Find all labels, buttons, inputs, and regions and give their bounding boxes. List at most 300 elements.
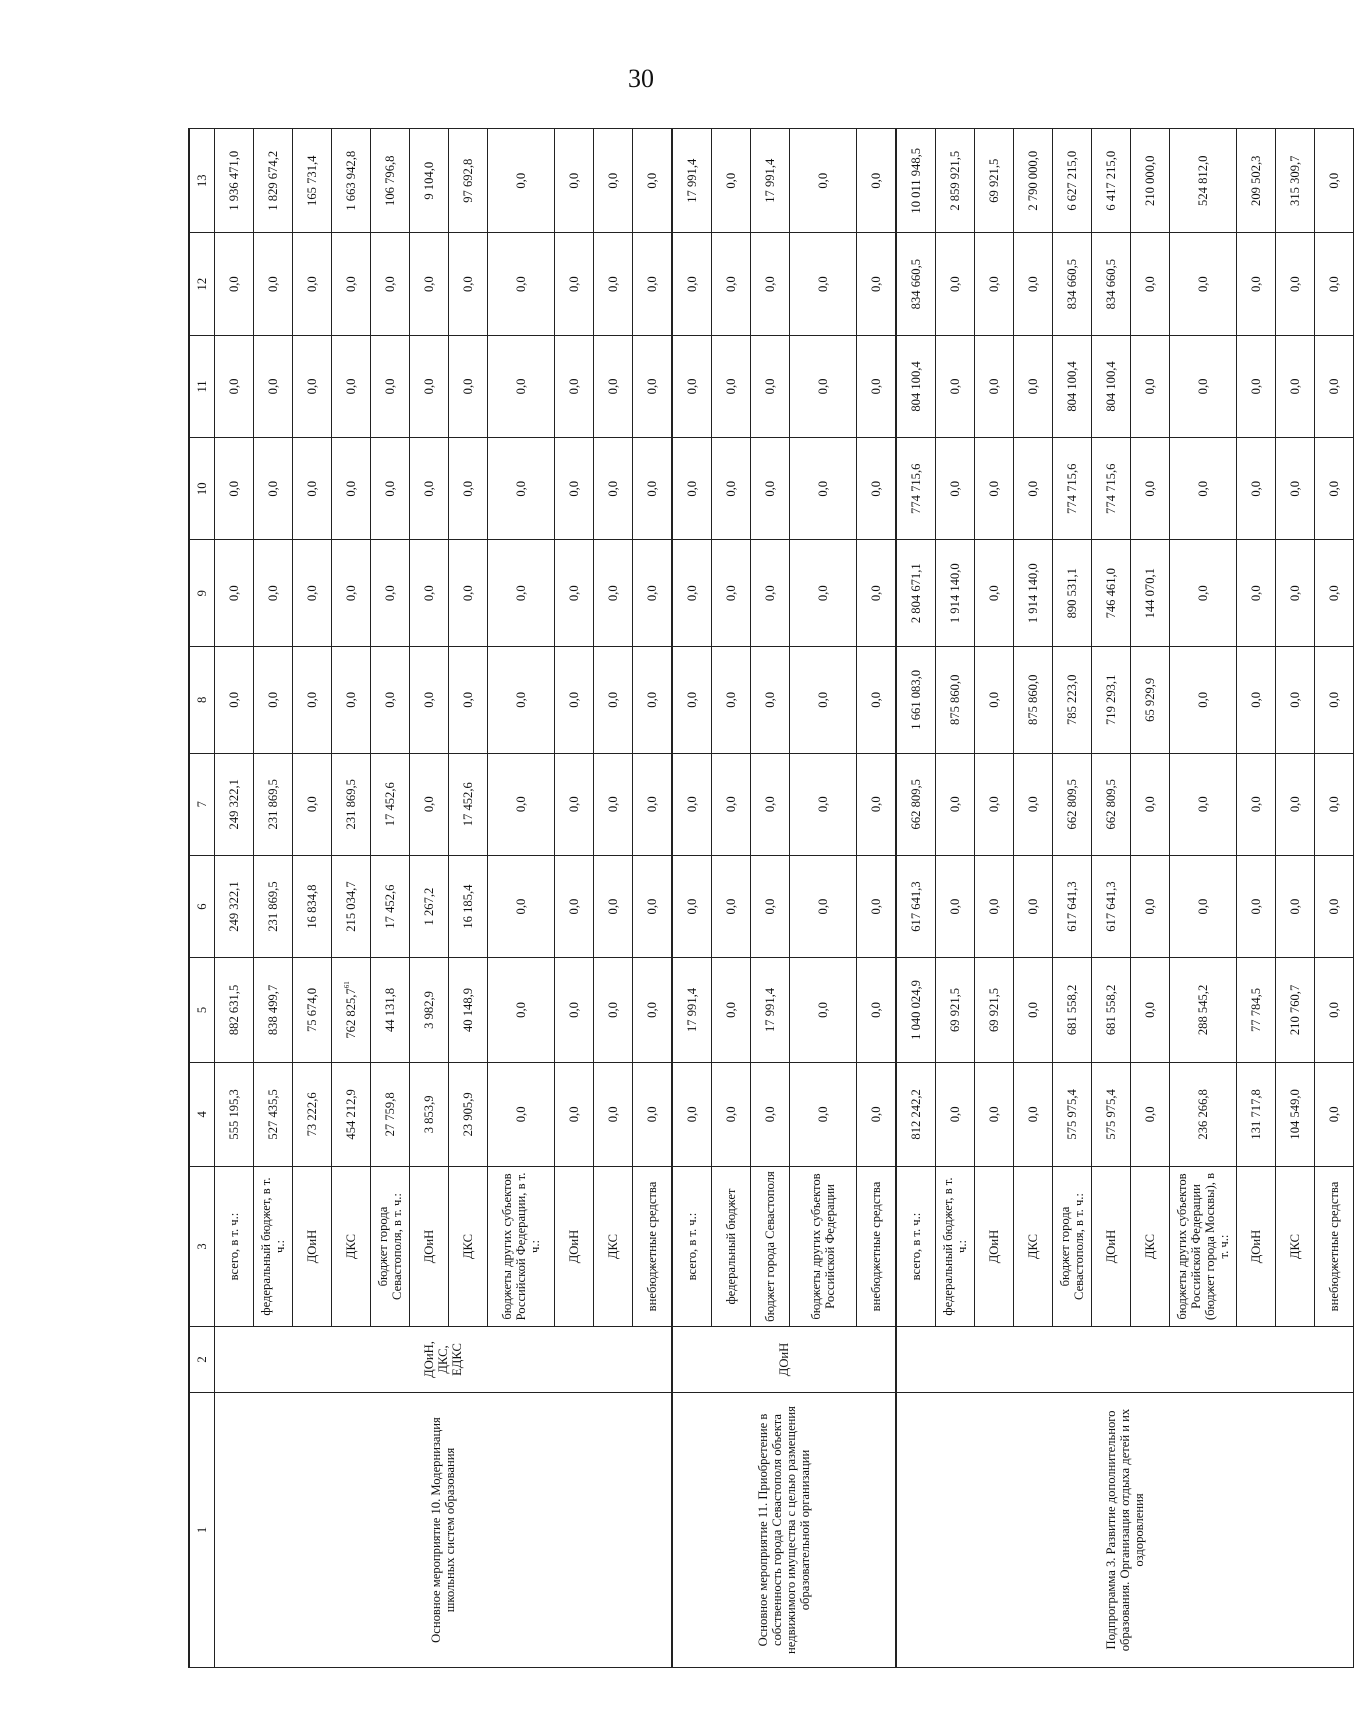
value-cell xyxy=(1131,335,1170,437)
rotated-page-content xyxy=(188,128,1341,1668)
value-text: 209 502,3 xyxy=(1248,155,1263,206)
value-cell xyxy=(410,647,449,754)
value-text: 40 148,9 xyxy=(460,987,475,1032)
value-cell xyxy=(215,958,254,1062)
value-text: 106 796,8 xyxy=(382,155,397,206)
value-text: 0,0 xyxy=(421,480,436,497)
value-cell xyxy=(1053,855,1092,957)
value-text: 0,0 xyxy=(947,898,962,915)
value-cell xyxy=(1014,753,1053,855)
value-text: 0,0 xyxy=(723,276,738,293)
value-cell xyxy=(371,753,410,855)
value-cell xyxy=(751,753,790,855)
value-cell xyxy=(254,540,293,647)
value-text: 165 731,4 xyxy=(304,155,319,206)
value-text: 0,0 xyxy=(513,1106,528,1123)
value-cell xyxy=(449,855,488,957)
value-text: 0,0 xyxy=(815,796,830,813)
value-cell xyxy=(215,129,254,234)
value-cell xyxy=(633,1062,673,1166)
value-cell xyxy=(488,335,555,437)
value-text: 9 104,0 xyxy=(421,161,436,200)
value-text: 249 322,1 xyxy=(226,779,241,830)
value-cell xyxy=(1092,958,1131,1062)
value-text: 0,0 xyxy=(986,691,1001,708)
value-cell xyxy=(1315,540,1354,647)
value-text: 0,0 xyxy=(815,276,830,293)
value-cell xyxy=(1276,958,1315,1062)
value-text: 0,0 xyxy=(762,378,777,395)
value-text: 0,0 xyxy=(421,378,436,395)
value-cell xyxy=(254,753,293,855)
table-row xyxy=(896,129,936,1668)
value-cell xyxy=(332,1062,371,1166)
value-cell xyxy=(332,233,371,335)
value-cell xyxy=(1237,647,1276,754)
value-text: 0,0 xyxy=(723,480,738,497)
value-text: 0,0 xyxy=(1326,480,1341,497)
value-text: 0,0 xyxy=(566,1106,581,1123)
value-cell xyxy=(672,958,712,1062)
value-text: 0,0 xyxy=(566,276,581,293)
value-text: 0,0 xyxy=(1326,378,1341,395)
value-cell xyxy=(857,540,897,647)
value-text: 0,0 xyxy=(1248,691,1263,708)
value-cell xyxy=(975,855,1014,957)
value-text: 0,0 xyxy=(605,796,620,813)
value-text: 0,0 xyxy=(226,480,241,497)
section-executor: ДОиН, ДКС, ЕДКС xyxy=(215,1326,673,1392)
value-cell xyxy=(594,647,633,754)
value-text: 0,0 xyxy=(644,276,659,293)
value-text: 0,0 xyxy=(1142,898,1157,915)
value-text: 0,0 xyxy=(684,480,699,497)
value-text: 0,0 xyxy=(723,378,738,395)
value-cell xyxy=(449,233,488,335)
value-text: 0,0 xyxy=(1326,1002,1341,1018)
value-text: 0,0 xyxy=(1025,1002,1040,1018)
table-row xyxy=(672,129,712,1668)
value-text: 0,0 xyxy=(1025,898,1040,915)
value-text: 0,0 xyxy=(1195,796,1210,813)
value-text: 0,0 xyxy=(868,480,883,497)
value-cell xyxy=(1092,1062,1131,1166)
value-text: 0,0 xyxy=(815,898,830,915)
value-cell xyxy=(975,335,1014,437)
value-text: 662 809,5 xyxy=(1064,779,1079,830)
value-cell xyxy=(488,753,555,855)
footnote-mark: 61 xyxy=(342,981,351,989)
value-text: 104 549,0 xyxy=(1287,1089,1302,1140)
value-cell xyxy=(712,129,751,234)
value-text: 0,0 xyxy=(815,691,830,708)
value-text: 0,0 xyxy=(460,480,475,497)
value-text: 0,0 xyxy=(815,480,830,497)
funding-source-label: федеральный бюджет, в т. ч.: xyxy=(936,1167,975,1327)
value-text: 617 641,3 xyxy=(908,881,923,932)
value-cell xyxy=(975,647,1014,754)
value-text: 0,0 xyxy=(1025,276,1040,293)
value-text: 0,0 xyxy=(868,585,883,602)
value-cell xyxy=(215,540,254,647)
value-text: 0,0 xyxy=(723,1002,738,1018)
value-text: 0,0 xyxy=(1142,378,1157,395)
value-text: 0,0 xyxy=(460,691,475,708)
value-cell xyxy=(936,438,975,540)
value-cell xyxy=(790,1062,857,1166)
value-text: 0,0 xyxy=(226,276,241,293)
value-cell xyxy=(975,233,1014,335)
value-text: 575 975,4 xyxy=(1103,1089,1118,1140)
value-text: 210 000,0 xyxy=(1142,155,1157,206)
value-text: 555 195,3 xyxy=(226,1089,241,1140)
value-text: 0,0 xyxy=(684,898,699,915)
value-cell xyxy=(594,233,633,335)
value-text: 236 266,8 xyxy=(1195,1089,1210,1140)
value-cell xyxy=(555,129,594,234)
value-cell xyxy=(633,540,673,647)
value-text: 0,0 xyxy=(226,691,241,708)
funding-source-label: ДКС xyxy=(1276,1167,1315,1327)
value-text: 17 452,6 xyxy=(382,884,397,929)
value-text: 0,0 xyxy=(605,378,620,395)
value-cell xyxy=(1315,647,1354,754)
value-cell xyxy=(449,753,488,855)
value-cell xyxy=(1092,233,1131,335)
value-cell xyxy=(633,129,673,234)
value-text: 0,0 xyxy=(868,1106,883,1123)
value-cell xyxy=(293,958,332,1062)
value-text: 0,0 xyxy=(513,378,528,395)
column-header: 2 xyxy=(189,1326,215,1392)
value-text: 0,0 xyxy=(868,1002,883,1018)
column-header: 1 xyxy=(189,1393,215,1668)
value-text: 0,0 xyxy=(644,1106,659,1123)
value-cell xyxy=(371,129,410,234)
value-cell xyxy=(332,540,371,647)
value-text: 0,0 xyxy=(868,898,883,915)
value-cell xyxy=(1131,958,1170,1062)
value-text: 662 809,5 xyxy=(908,779,923,830)
value-cell xyxy=(488,647,555,754)
value-text: 0,0 xyxy=(762,1106,777,1123)
value-text: 0,0 xyxy=(1025,480,1040,497)
value-text: 0,0 xyxy=(1287,585,1302,602)
value-text: 97 692,8 xyxy=(460,158,475,203)
value-cell xyxy=(254,855,293,957)
value-text: 0,0 xyxy=(947,378,962,395)
value-cell xyxy=(751,335,790,437)
value-text: 231 869,5 xyxy=(265,779,280,830)
value-text: 617 641,3 xyxy=(1064,881,1079,932)
value-text: 0,0 xyxy=(986,480,1001,497)
value-cell xyxy=(1053,540,1092,647)
value-text: 0,0 xyxy=(868,378,883,395)
value-cell xyxy=(751,233,790,335)
value-cell xyxy=(594,335,633,437)
value-text: 1 267,2 xyxy=(421,887,436,926)
value-text: 0,0 xyxy=(1195,898,1210,915)
value-text: 0,0 xyxy=(1326,585,1341,602)
value-cell xyxy=(936,233,975,335)
value-text: 69 921,5 xyxy=(947,987,962,1032)
value-cell xyxy=(254,233,293,335)
value-text: 1 914 140,0 xyxy=(947,563,962,624)
value-cell xyxy=(712,753,751,855)
value-text: 0,0 xyxy=(382,378,397,395)
value-cell xyxy=(751,958,790,1062)
value-cell xyxy=(1053,233,1092,335)
funding-source-label: федеральный бюджет, в т. ч.: xyxy=(254,1167,293,1327)
value-text: 0,0 xyxy=(304,796,319,813)
value-cell xyxy=(293,855,332,957)
value-cell xyxy=(371,855,410,957)
value-cell xyxy=(1170,647,1237,754)
value-cell xyxy=(1131,540,1170,647)
value-cell xyxy=(857,1062,897,1166)
value-cell xyxy=(293,233,332,335)
value-cell xyxy=(594,855,633,957)
value-text: 812 242,2 xyxy=(908,1089,923,1140)
value-cell xyxy=(1131,753,1170,855)
value-cell xyxy=(896,753,936,855)
value-text: 0,0 xyxy=(605,1002,620,1018)
value-text: 1 040 024,9 xyxy=(908,980,923,1040)
value-cell xyxy=(712,1062,751,1166)
value-cell xyxy=(633,855,673,957)
funding-source-label: ДОиН xyxy=(410,1167,449,1327)
value-text: 1 661 083,0 xyxy=(908,669,923,730)
value-text: 0,0 xyxy=(723,691,738,708)
value-cell xyxy=(1237,438,1276,540)
value-cell xyxy=(1014,438,1053,540)
value-text: 0,0 xyxy=(1287,276,1302,293)
value-text: 0,0 xyxy=(1248,276,1263,293)
value-cell xyxy=(332,753,371,855)
value-cell xyxy=(488,1062,555,1166)
value-text: 0,0 xyxy=(986,378,1001,395)
value-cell xyxy=(215,753,254,855)
value-cell xyxy=(790,855,857,957)
value-cell xyxy=(555,753,594,855)
value-text: 0,0 xyxy=(815,1106,830,1123)
value-text: 0,0 xyxy=(684,378,699,395)
funding-source-label: ДКС xyxy=(594,1167,633,1327)
value-cell xyxy=(1170,335,1237,437)
value-cell xyxy=(857,233,897,335)
value-cell xyxy=(975,438,1014,540)
value-cell xyxy=(1237,335,1276,437)
value-cell xyxy=(1276,855,1315,957)
value-text: 804 100,4 xyxy=(1064,361,1079,412)
value-text: 17 452,6 xyxy=(460,782,475,827)
value-text: 0,0 xyxy=(868,796,883,813)
value-cell xyxy=(449,438,488,540)
column-header: 7 xyxy=(189,753,215,855)
value-text: 0,0 xyxy=(644,1002,659,1018)
value-text: 0,0 xyxy=(605,480,620,497)
value-cell xyxy=(936,855,975,957)
column-header: 4 xyxy=(189,1062,215,1166)
value-cell xyxy=(332,129,371,234)
value-cell xyxy=(751,647,790,754)
value-cell xyxy=(1276,1062,1315,1166)
funding-source-label: ДКС xyxy=(1014,1167,1053,1327)
value-text: 0,0 xyxy=(1142,1002,1157,1018)
value-cell xyxy=(449,540,488,647)
value-text: 0,0 xyxy=(1195,480,1210,497)
column-number-row xyxy=(189,129,215,1668)
value-text: 774 715,6 xyxy=(1064,463,1079,514)
value-cell xyxy=(975,540,1014,647)
value-text: 0,0 xyxy=(605,898,620,915)
value-text: 0,0 xyxy=(513,172,528,189)
value-text: 73 222,6 xyxy=(304,1092,319,1137)
column-header: 6 xyxy=(189,855,215,957)
value-text: 0,0 xyxy=(513,898,528,915)
value-text: 0,0 xyxy=(304,276,319,293)
value-cell xyxy=(712,335,751,437)
value-cell xyxy=(293,647,332,754)
value-cell xyxy=(790,753,857,855)
section-name: Основное мероприятие 10. Модернизация школьных систем образования xyxy=(215,1393,673,1668)
value-text: 0,0 xyxy=(1195,585,1210,602)
value-text: 1 663 942,8 xyxy=(343,150,358,211)
value-text: 0,0 xyxy=(605,1106,620,1123)
value-text: 804 100,4 xyxy=(1103,361,1118,412)
value-text: 0,0 xyxy=(1248,480,1263,497)
value-text: 0,0 xyxy=(382,480,397,497)
value-cell xyxy=(672,540,712,647)
value-cell xyxy=(857,958,897,1062)
value-cell xyxy=(488,438,555,540)
value-text: 231 869,5 xyxy=(343,779,358,830)
value-text: 0,0 xyxy=(265,691,280,708)
value-text: 0,0 xyxy=(460,585,475,602)
funding-source-label: ДКС xyxy=(1131,1167,1170,1327)
value-cell xyxy=(1092,753,1131,855)
value-cell xyxy=(410,438,449,540)
value-text: 0,0 xyxy=(566,378,581,395)
value-text: 144 070,1 xyxy=(1142,568,1157,619)
value-cell xyxy=(293,335,332,437)
value-text: 0,0 xyxy=(421,276,436,293)
value-cell xyxy=(555,647,594,754)
value-cell xyxy=(254,438,293,540)
value-cell xyxy=(293,438,332,540)
value-text: 17 991,4 xyxy=(684,158,699,203)
value-text: 0,0 xyxy=(1326,691,1341,708)
value-text: 0,0 xyxy=(605,585,620,602)
value-cell xyxy=(1014,958,1053,1062)
value-cell xyxy=(857,129,897,234)
value-text: 10 011 948,5 xyxy=(908,147,923,214)
value-text: 0,0 xyxy=(684,1106,699,1123)
value-cell xyxy=(672,233,712,335)
value-text: 774 715,6 xyxy=(908,463,923,514)
section-executor: ДОиН xyxy=(672,1326,896,1392)
value-text: 75 674,0 xyxy=(304,987,319,1032)
value-cell xyxy=(371,233,410,335)
value-cell xyxy=(896,335,936,437)
funding-source-label: всего, в т. ч.: xyxy=(896,1167,936,1327)
value-cell xyxy=(1276,335,1315,437)
value-cell xyxy=(1315,438,1354,540)
value-cell xyxy=(293,540,332,647)
value-cell xyxy=(555,958,594,1062)
value-text: 662 809,5 xyxy=(1103,779,1118,830)
value-cell xyxy=(215,1062,254,1166)
value-text: 0,0 xyxy=(566,1002,581,1018)
value-cell xyxy=(712,958,751,1062)
value-text: 0,0 xyxy=(644,378,659,395)
value-cell xyxy=(1131,1062,1170,1166)
value-cell xyxy=(936,958,975,1062)
value-text: 0,0 xyxy=(1142,796,1157,813)
value-cell xyxy=(1131,438,1170,540)
value-cell xyxy=(1315,855,1354,957)
value-cell xyxy=(1014,129,1053,234)
value-text: 804 100,4 xyxy=(908,361,923,412)
value-cell xyxy=(332,855,371,957)
value-cell xyxy=(410,958,449,1062)
value-cell xyxy=(751,540,790,647)
value-cell xyxy=(594,753,633,855)
value-text: 0,0 xyxy=(684,796,699,813)
value-cell xyxy=(1092,438,1131,540)
value-text: 231 869,5 xyxy=(265,881,280,932)
value-cell xyxy=(672,647,712,754)
value-cell xyxy=(555,540,594,647)
value-text: 0,0 xyxy=(343,691,358,708)
value-text: 1 936 471,0 xyxy=(226,150,241,211)
value-cell xyxy=(488,233,555,335)
value-cell xyxy=(1053,129,1092,234)
value-cell xyxy=(1237,855,1276,957)
value-cell xyxy=(1014,335,1053,437)
column-header: 8 xyxy=(189,647,215,754)
value-text: 16 185,4 xyxy=(460,884,475,929)
value-cell xyxy=(1315,1062,1354,1166)
value-cell xyxy=(371,335,410,437)
value-text: 0,0 xyxy=(986,585,1001,602)
value-cell xyxy=(1053,753,1092,855)
value-text: 875 860,0 xyxy=(1025,674,1040,725)
value-cell xyxy=(672,855,712,957)
value-cell xyxy=(936,129,975,234)
value-cell xyxy=(857,855,897,957)
value-cell xyxy=(1276,540,1315,647)
value-cell xyxy=(371,438,410,540)
value-text: 69 921,5 xyxy=(986,987,1001,1032)
value-text: 0,0 xyxy=(421,585,436,602)
value-text: 0,0 xyxy=(815,1002,830,1018)
value-text: 0,0 xyxy=(566,585,581,602)
value-text: 65 929,9 xyxy=(1142,677,1157,722)
funding-source-label: всего, в т. ч.: xyxy=(672,1167,712,1327)
value-text: 0,0 xyxy=(762,898,777,915)
value-text: 0,0 xyxy=(513,1002,528,1018)
value-cell xyxy=(488,958,555,1062)
value-cell xyxy=(857,753,897,855)
value-text: 0,0 xyxy=(723,898,738,915)
value-cell xyxy=(254,1062,293,1166)
value-cell xyxy=(488,129,555,234)
value-cell xyxy=(1170,1062,1237,1166)
value-text: 0,0 xyxy=(986,1106,1001,1123)
value-cell xyxy=(488,540,555,647)
value-cell xyxy=(1237,233,1276,335)
